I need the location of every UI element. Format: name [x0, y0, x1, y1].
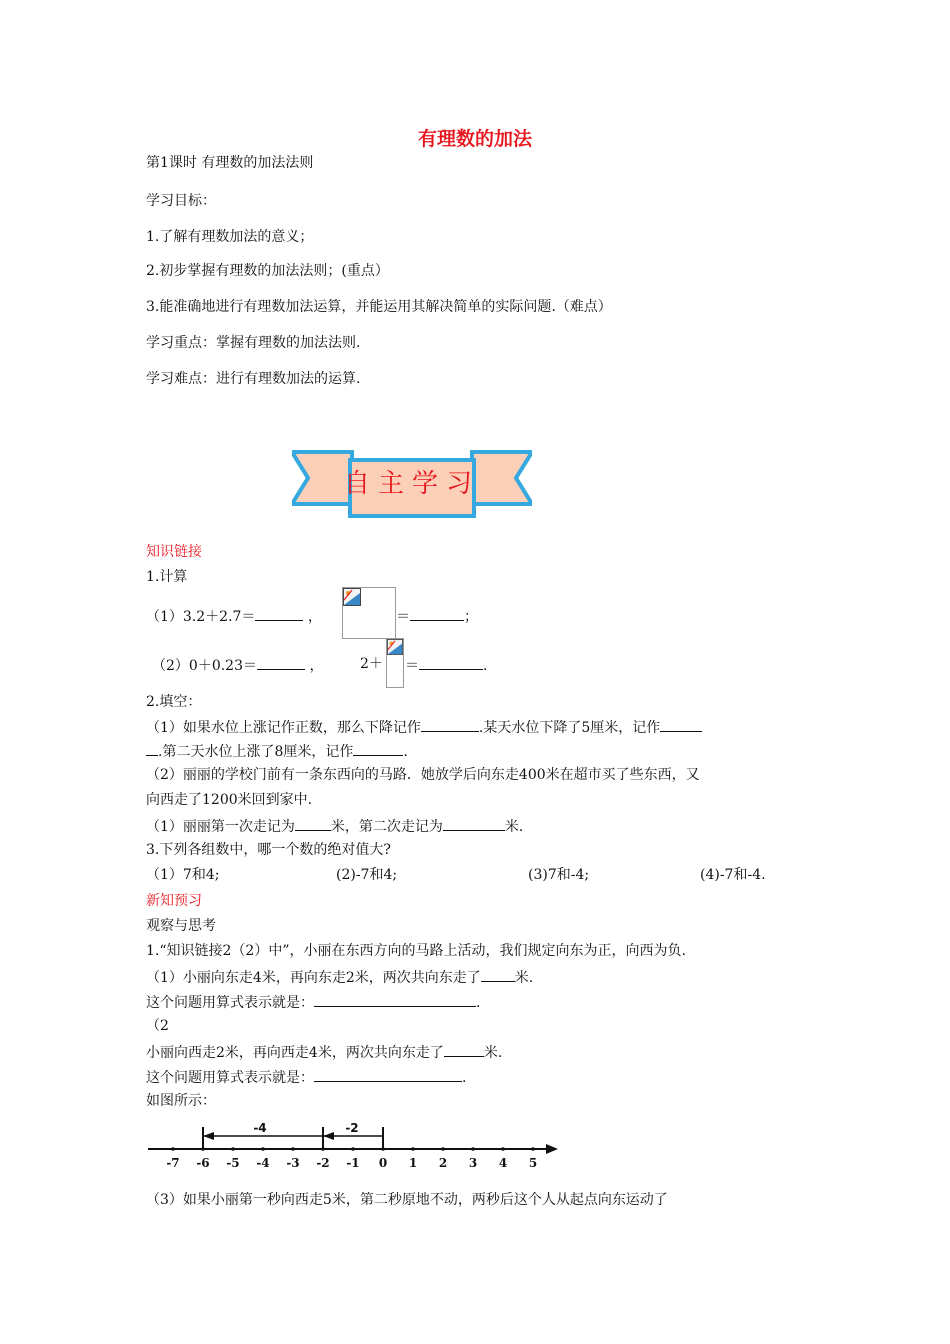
banner-text: 自主学习 [343, 469, 481, 499]
tick-label: -2 [316, 1156, 330, 1170]
tick-mark [201, 1147, 205, 1151]
answer-blank[interactable] [660, 717, 702, 732]
calc-2-mid: 2＋ [360, 656, 383, 672]
answer-blank[interactable] [257, 655, 305, 670]
fill-text: （1）小丽向东走4米，再向东走2米，两次共向东走了 [146, 970, 481, 986]
tick-label: -1 [346, 1156, 360, 1170]
calc-2-end: . [483, 658, 488, 674]
goal-item: 3.能准确地进行有理数加法运算，并能运用其解决简单的实际问题.（难点） [146, 299, 612, 315]
fill-text: 这个问题用算式表示就是： [146, 1070, 314, 1086]
question-1-label: 1.计算 [146, 569, 188, 585]
tick-mark [351, 1147, 355, 1151]
tick-label: 2 [438, 1156, 448, 1170]
tick-label: 3 [468, 1156, 478, 1170]
answer-blank[interactable] [295, 816, 331, 831]
difficulty: 学习难点：进行有理数加法的运算. [146, 371, 361, 387]
option-1: （1）7和4; [146, 867, 220, 883]
tick-label: 0 [378, 1156, 388, 1170]
option-4: (4)-7和-4. [700, 867, 766, 883]
paragraph: （3）如果小丽第一秒向西走5米，第二秒原地不动，两秒后这个人从起点向东运动了 [146, 1192, 668, 1208]
answer-blank[interactable] [421, 717, 479, 732]
tick-label: 4 [498, 1156, 508, 1170]
number-line-figure [140, 1118, 570, 1174]
fill-text: . [403, 744, 408, 760]
tick-mark [441, 1147, 445, 1151]
goal-item: 1.了解有理数加法的意义； [146, 229, 314, 245]
calc-1-end: ； [464, 609, 478, 625]
fill-text: 小丽向西走2米，再向西走4米，两次共向东走了 [146, 1045, 444, 1061]
calc-2-eq: ＝ [405, 658, 419, 674]
fill-text: 米，第二次走记为 [330, 819, 443, 835]
image-placeholder [342, 587, 396, 639]
tick-mark [411, 1147, 415, 1151]
answer-blank[interactable] [314, 992, 476, 1007]
question-2-label: 2.填空： [146, 694, 202, 710]
observe-heading: 观察与思考 [146, 918, 216, 934]
self-study-banner [292, 448, 532, 526]
calc-1-comma: ， [307, 609, 322, 625]
answer-blank[interactable] [481, 967, 515, 982]
fill-text: 米. [514, 970, 534, 986]
answer-blank[interactable] [255, 606, 303, 621]
fill-text: 这个问题用算式表示就是： [146, 995, 314, 1011]
paragraph: 向西走了1200米回到家中. [146, 792, 313, 808]
tick-mark [321, 1147, 325, 1151]
calc-2-comma: ， [309, 658, 324, 674]
arrow-label-minus-2: -2 [345, 1121, 359, 1135]
fill-text: .第二天水位上涨了8厘米，记作 [158, 744, 354, 760]
tick-label: -6 [196, 1156, 210, 1170]
goal-item: 2.初步掌握有理数的加法法则；(重点） [146, 263, 389, 279]
question-3-label: 3.下列各组数中，哪一个数的绝对值大? [146, 842, 391, 858]
section-heading-knowledge-link: 知识链接 [146, 544, 202, 560]
broken-image-icon [387, 639, 403, 655]
tick-mark [231, 1147, 235, 1151]
calc-2-left: （2）0＋0.23＝ [152, 658, 257, 674]
tick-label: -5 [226, 1156, 240, 1170]
answer-blank[interactable] [146, 741, 158, 756]
answer-blank[interactable] [410, 606, 464, 621]
calc-1-left: （1）3.2＋2.7＝ [146, 609, 256, 625]
tick-mark [501, 1147, 505, 1151]
tick-label: -3 [286, 1156, 300, 1170]
key-point: 学习重点：掌握有理数的加法法则. [146, 335, 361, 351]
answer-blank[interactable] [443, 816, 505, 831]
figure-label: 如图所示： [146, 1093, 216, 1109]
section-heading-preview: 新知预习 [146, 893, 202, 909]
fill-text: （1）如果水位上涨记作正数，那么下降记作 [146, 720, 421, 736]
calc-1-eq: ＝ [396, 609, 410, 625]
fill-text: .某天水位下降了5厘米，记作 [478, 720, 661, 736]
answer-blank[interactable] [419, 655, 483, 670]
fill-text: . [476, 995, 481, 1011]
broken-image-icon [343, 588, 361, 606]
tick-mark [171, 1147, 175, 1151]
tick-mark [531, 1147, 535, 1151]
tick-mark [471, 1147, 475, 1151]
tick-mark [261, 1147, 265, 1151]
page-title: 有理数的加法 [417, 128, 532, 150]
tick-label: -7 [166, 1156, 180, 1170]
option-2: (2)-7和4; [336, 867, 398, 883]
axis-arrow-icon [546, 1144, 558, 1154]
tick-label: 1 [408, 1156, 418, 1170]
image-placeholder [386, 638, 404, 688]
answer-blank[interactable] [314, 1067, 462, 1082]
fill-text: . [462, 1070, 467, 1086]
goals-heading: 学习目标： [146, 193, 216, 209]
fill-text: 米. [504, 819, 524, 835]
fill-text: （1）丽丽第一次走记为 [146, 819, 295, 835]
paragraph: （2）丽丽的学校门前有一条东西向的马路．她放学后向东走400米在超市买了些东西，又 [146, 767, 700, 783]
answer-blank[interactable] [353, 741, 403, 756]
lesson-subtitle: 第1课时 有理数的加法法则 [146, 155, 314, 171]
tick-mark [291, 1147, 295, 1151]
tick-label: 5 [528, 1156, 538, 1170]
option-3: (3)7和-4; [528, 867, 590, 883]
arrow-label-minus-4: -4 [253, 1121, 267, 1135]
answer-blank[interactable] [444, 1042, 484, 1057]
fill-text: 米. [483, 1045, 503, 1061]
tick-label: -4 [256, 1156, 270, 1170]
part-2-label: （2 [146, 1018, 169, 1034]
tick-mark [381, 1147, 385, 1151]
preview-intro: 1.“知识链接2（2）中”，小丽在东西方向的马路上活动，我们规定向东为正，向西为负. [146, 943, 686, 959]
